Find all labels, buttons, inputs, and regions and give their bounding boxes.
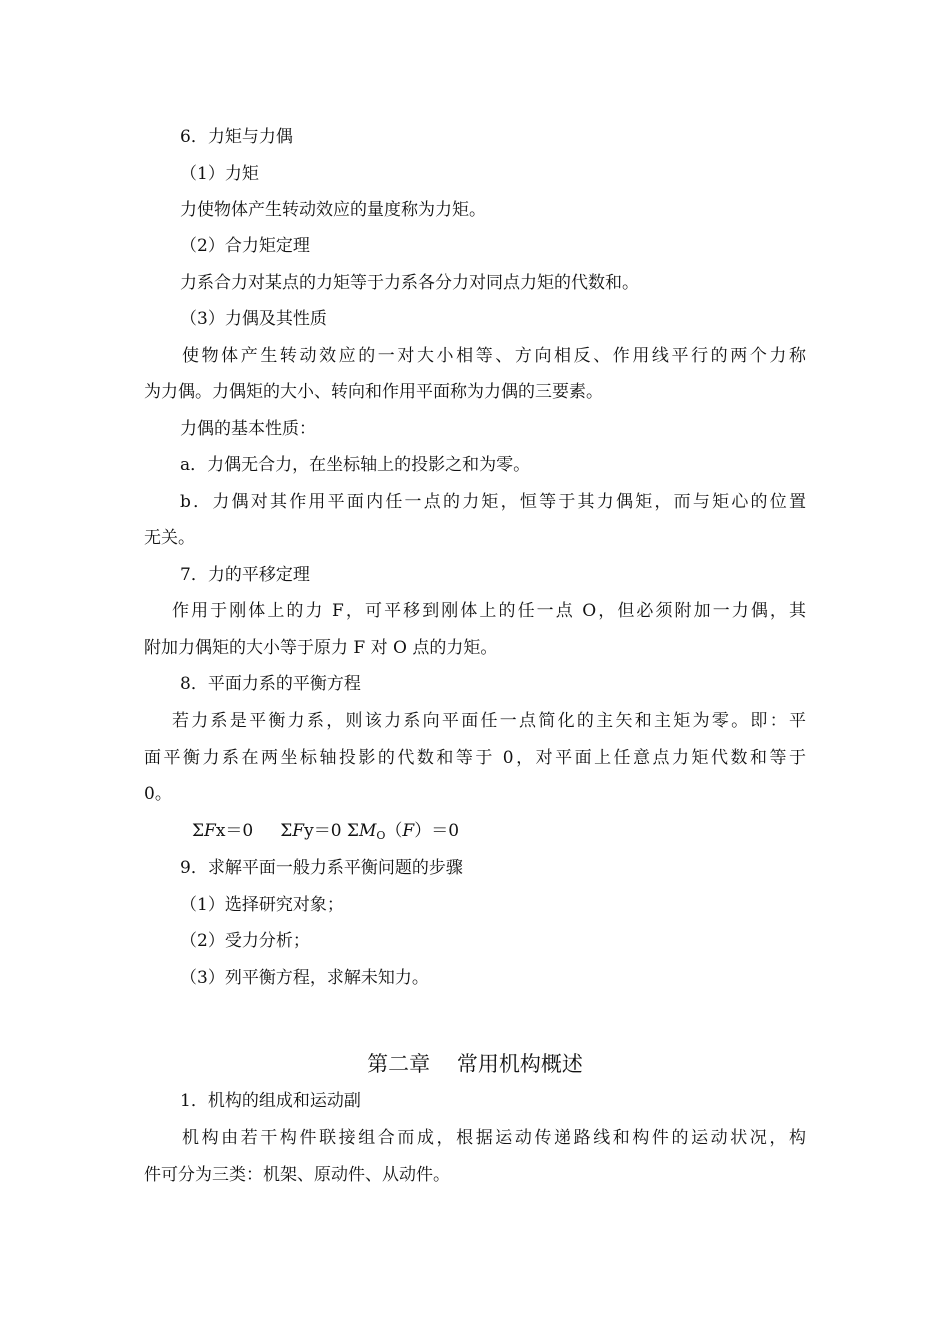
section-6-heading: 6．力矩与力偶 — [180, 127, 293, 147]
mechanism-composition-line-2: 件可分为三类：机架、原动件、从动件。 — [144, 1165, 450, 1185]
equilibrium-text-line-1: 若力系是平衡力系，则该力系向平面任一点简化的主矢和主矩为零。即：平 — [172, 711, 806, 731]
translation-theorem-line-1: 作用于刚体上的力 F，可平移到刚体上的任一点 O，但必须附加一力偶，其 — [172, 601, 806, 621]
chapter-2-section-1-heading: 1．机构的组成和运动副 — [180, 1091, 361, 1111]
mechanism-composition-line-1: 机构由若干构件联接组合而成，根据运动传递路线和构件的运动状况，构 — [182, 1128, 806, 1148]
moment-definition: 力使物体产生转动效应的量度称为力矩。 — [180, 200, 486, 220]
translation-theorem-line-2: 附加力偶矩的大小等于原力 F 对 O 点的力矩。 — [144, 638, 498, 658]
couple-property-b-line-2: 无关。 — [144, 528, 195, 548]
subsection-couple-heading: （3）力偶及其性质 — [180, 309, 327, 329]
section-9-heading: 9．求解平面一般力系平衡问题的步骤 — [180, 858, 463, 878]
couple-definition-line-2: 为力偶。力偶矩的大小、转向和作用平面称为力偶的三要素。 — [144, 382, 603, 402]
equilibrium-text-line-3: 0。 — [144, 784, 172, 804]
couple-definition-line-1: 使物体产生转动效应的一对大小相等、方向相反、作用线平行的两个力称 — [182, 346, 806, 366]
couple-property-b-line-1: b．力偶对其作用平面内任一点的力矩，恒等于其力偶矩，而与矩心的位置 — [180, 492, 806, 512]
equilibrium-equations: ΣFx＝0 ΣFy＝0 $\Sigma M_O(F)=0$ — [192, 821, 460, 842]
resultant-moment-theorem: 力系合力对某点的力矩等于力系各分力对同点力矩的代数和。 — [180, 273, 639, 293]
section-7-heading: 7．力的平移定理 — [180, 565, 310, 585]
step-3: （3）列平衡方程，求解未知力。 — [180, 968, 429, 988]
couple-property-a: a．力偶无合力，在坐标轴上的投影之和为零。 — [180, 455, 531, 475]
equilibrium-text-line-2: 面平衡力系在两坐标轴投影的代数和等于 0，对平面上任意点力矩代数和等于 — [144, 748, 806, 768]
chapter-2-title: 第二章 常用机构概述 — [367, 1052, 583, 1076]
subsection-moment-heading: （1）力矩 — [180, 164, 259, 184]
section-8-heading: 8．平面力系的平衡方程 — [180, 674, 361, 694]
step-1: （1）选择研究对象； — [180, 895, 344, 915]
step-2: （2）受力分析； — [180, 931, 310, 951]
couple-properties-heading: 力偶的基本性质： — [180, 419, 316, 439]
subsection-resultant-moment-heading: （2）合力矩定理 — [180, 236, 310, 256]
